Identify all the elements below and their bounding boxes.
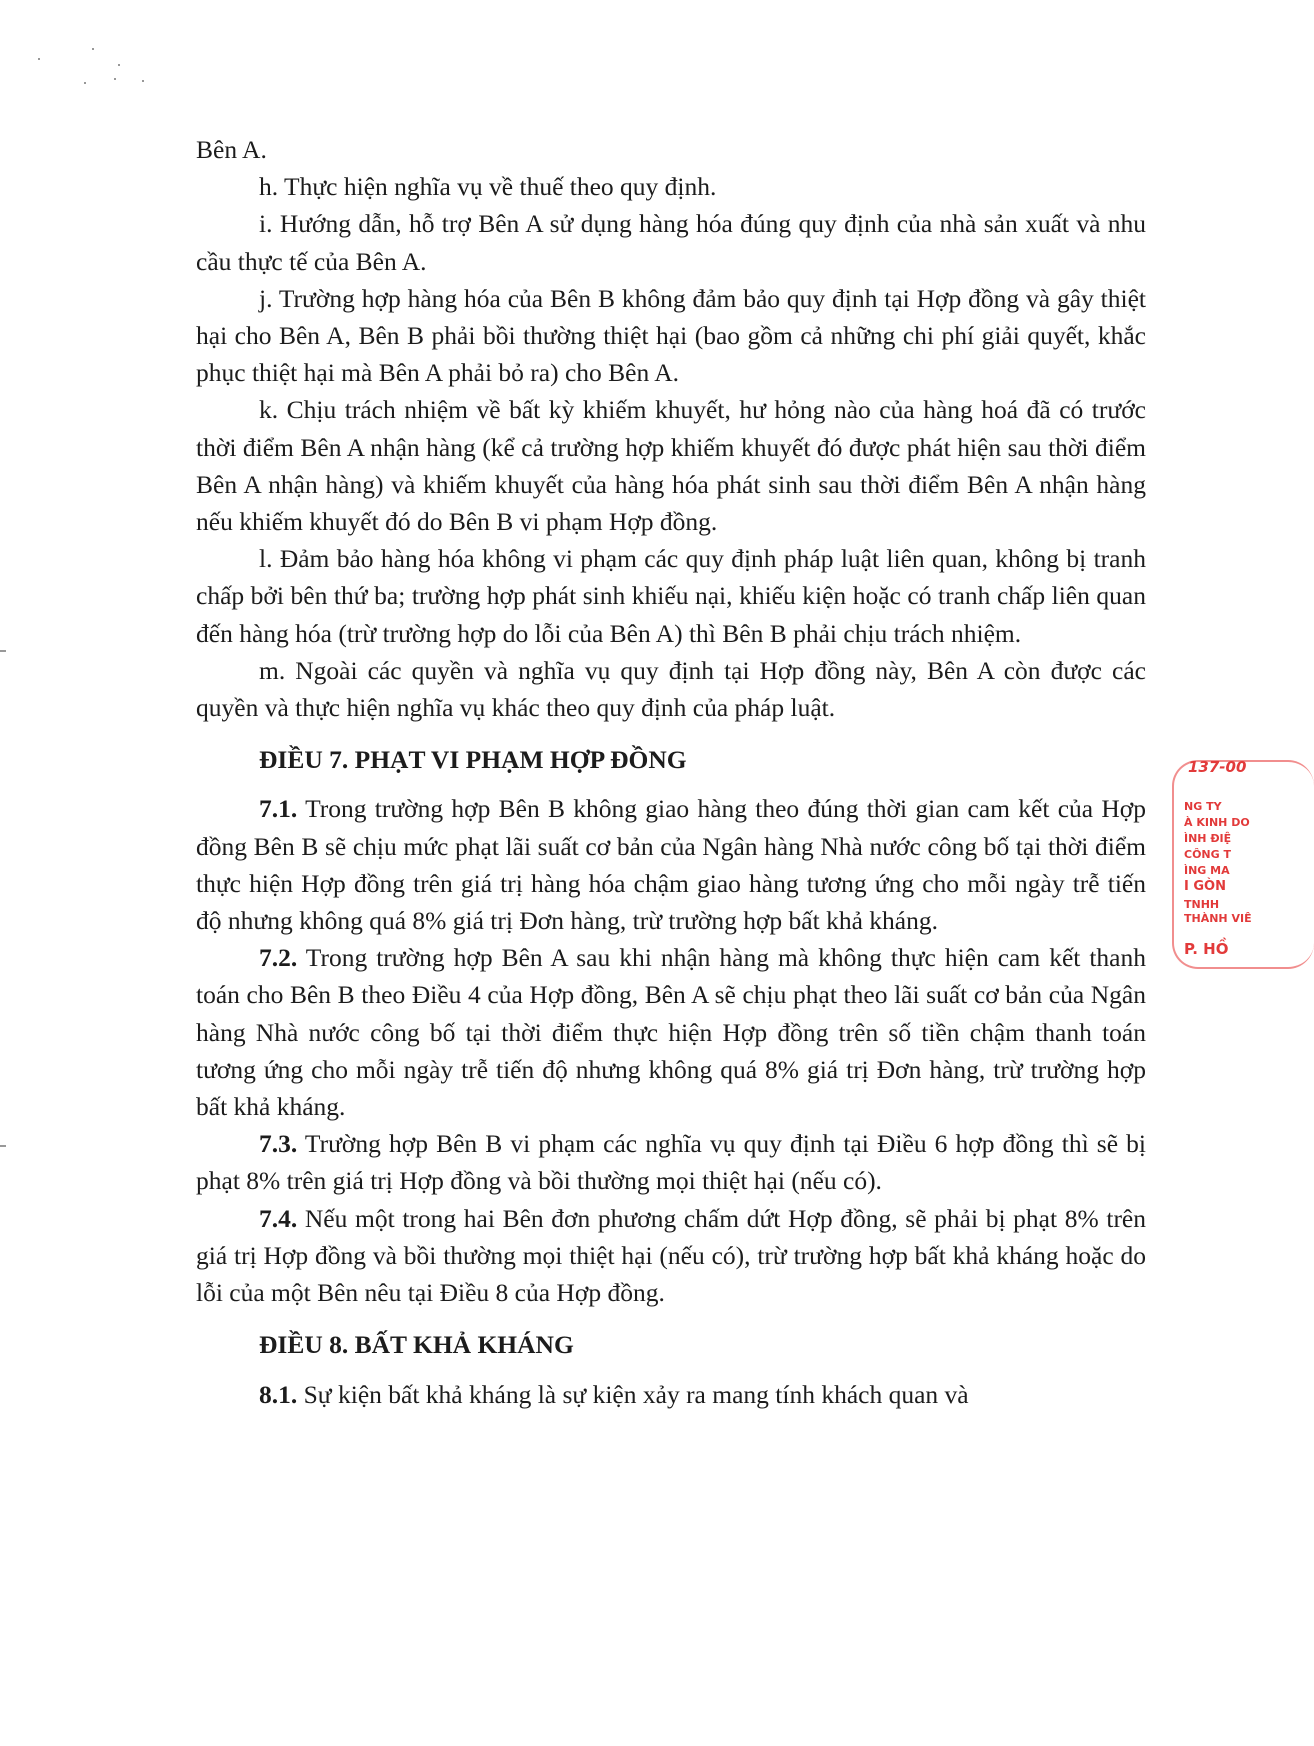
scan-speck xyxy=(142,80,144,82)
paragraph-text: h. Thực hiện nghĩa vụ về thuế theo quy định. xyxy=(259,172,717,202)
clause-number: 8.1. xyxy=(259,1379,298,1409)
stamp-line: NG TY xyxy=(1184,800,1222,813)
article-7-heading: ĐIỀU 7. PHẠT VI PHẠM HỢP ĐỒNG xyxy=(259,745,687,775)
paragraph-text: j. Trường hợp hàng hóa của Bên B không đảm bảo quy định tại Hợp đồng và gây thiệt hại cho Bên A, Bên B phải bồi thường thiệt hại (bao gồm cả những chi phí giải quyết, khắc phục thiệt hại mà Bên A phải bỏ ra) cho Bên A. xyxy=(196,283,1146,388)
article-8-heading: ĐIỀU 8. BẤT KHẢ KHÁNG xyxy=(259,1330,574,1360)
clause-7-2 xyxy=(196,939,1146,1125)
paragraph xyxy=(196,131,1146,168)
stamp-line: CÔNG T xyxy=(1184,848,1231,861)
paragraph xyxy=(196,205,1146,279)
clause-text: Trong trường hợp Bên B không giao hàng theo đúng thời gian cam kết của Hợp đồng Bên B sẽ chịu mức phạt lãi suất cơ bản của Ngân hàng Nhà nước công bố tại thời điểm thực hiện Hợp đồng trên giá trị hàng hóa chậm giao hàng tương ứng cho mỗi ngày trễ tiến độ nhưng không quá 8% giá trị Đơn hàng, trừ trường hợp bất khả kháng. xyxy=(196,794,1146,936)
stamp-code: 137-00 xyxy=(1188,758,1247,776)
scan-speck xyxy=(118,64,120,66)
clause-text: Nếu một trong hai Bên đơn phương chấm dứt Hợp đồng, sẽ phải bị phạt 8% trên giá trị Hợp đồng và bồi thường mọi thiệt hại (nếu có), trừ trường hợp bất khả kháng hoặc do lỗi của một Bên nêu tại Điều 8 của Hợp đồng. xyxy=(196,1203,1146,1308)
clause-number: 7.2. xyxy=(259,943,298,973)
stamp-line: THÀNH VIÊ xyxy=(1184,912,1252,925)
clause-number: 7.4. xyxy=(259,1203,298,1233)
clause-number: 7.3. xyxy=(259,1129,298,1159)
paragraph-text: k. Chịu trách nhiệm về bất kỳ khiếm khuyết, hư hỏng nào của hàng hoá đã có trước thời điểm Bên A nhận hàng (kể cả trường hợp khiếm khuyết đó được phát hiện sau thời điểm Bên A nhận hàng) và khiếm khuyết của hàng hóa phát sinh sau thời điểm Bên A nhận hàng nếu khiếm khuyết đó do Bên B vi phạm Hợp đồng. xyxy=(196,395,1146,537)
document-body xyxy=(196,131,1146,1413)
clause-8-1 xyxy=(196,1376,1146,1413)
paragraph xyxy=(196,280,1146,392)
scan-speck xyxy=(38,58,40,60)
scan-speck xyxy=(114,78,116,80)
paragraph xyxy=(196,540,1146,652)
paragraph-text: m. Ngoài các quyền và nghĩa vụ quy định tại Hợp đồng này, Bên A còn được các quyền và thực hiện nghĩa vụ khác theo quy định của pháp luật. xyxy=(196,655,1146,723)
clause-number: 7.1. xyxy=(259,794,298,824)
stamp-line: ÌNG MA xyxy=(1184,864,1230,877)
clause-text: Trong trường hợp Bên A sau khi nhận hàng mà không thực hiện cam kết thanh toán cho Bên B theo Điều 4 của Hợp đồng, Bên A sẽ chịu phạt theo lãi suất cơ bản của Ngân hàng Nhà nước công bố tại thời điểm thực hiện Hợp đồng trên số tiền chậm thanh toán tương ứng cho mỗi ngày trễ tiến độ nhưng không quá 8% giá trị Đơn hàng, trừ trường hợp bất khả kháng. xyxy=(196,943,1147,1122)
paragraph xyxy=(196,168,1146,205)
company-stamp xyxy=(1170,760,1250,970)
scan-speck xyxy=(92,48,94,50)
paragraph-text: i. Hướng dẫn, hỗ trợ Bên A sử dụng hàng hóa đúng quy định của nhà sản xuất và nhu cầu thực tế của Bên A. xyxy=(196,209,1146,276)
clause-7-4 xyxy=(196,1200,1146,1312)
stamp-line: I GÒN xyxy=(1184,879,1226,894)
paragraph xyxy=(196,652,1146,726)
margin-mark xyxy=(0,650,6,652)
paragraph-text: Bên A. xyxy=(196,135,267,164)
paragraph xyxy=(196,391,1146,540)
margin-mark xyxy=(0,1145,6,1147)
clause-7-3 xyxy=(196,1125,1146,1199)
scan-speck xyxy=(84,82,86,84)
stamp-line: ÌNH ĐIỆ xyxy=(1184,832,1232,845)
stamp-line: À KINH DO xyxy=(1184,816,1250,829)
paragraph-text: l. Đảm bảo hàng hóa không vi phạm các quy định pháp luật liên quan, không bị tranh chấp bởi bên thứ ba; trường hợp phát sinh khiếu nại, khiếu kiện hoặc có tranh chấp liên quan đến hàng hóa (trừ trường hợp do lỗi của Bên A) thì Bên B phải chịu trách nhiệm. xyxy=(196,544,1146,648)
clause-text: Trường hợp Bên B vi phạm các nghĩa vụ quy định tại Điều 6 hợp đồng thì sẽ bị phạt 8% trên giá trị Hợp đồng và bồi thường mọi thiệt hại (nếu có). xyxy=(196,1129,1146,1196)
clause-7-1 xyxy=(196,790,1146,939)
stamp-location: P. HỒ xyxy=(1184,940,1229,958)
clause-text: Sự kiện bất khả kháng là sự kiện xảy ra mang tính khách quan và xyxy=(303,1379,969,1409)
stamp-line: TNHH xyxy=(1184,898,1220,911)
